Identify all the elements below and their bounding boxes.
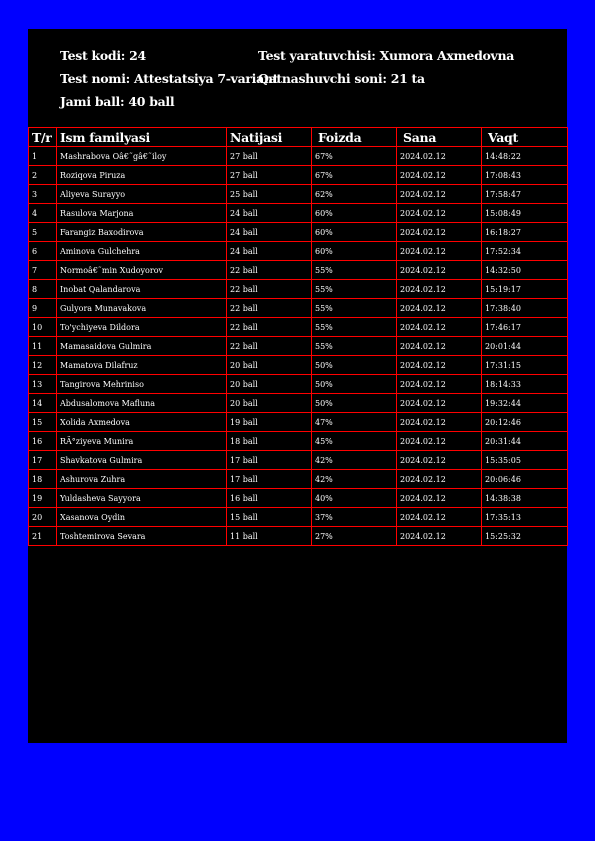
result-percent: 55%: [312, 280, 397, 299]
participant-name: Aliyeva Surayyo: [57, 185, 227, 204]
result-date: 2024.02.12: [397, 337, 482, 356]
result-score: 25 ball: [227, 185, 312, 204]
participant-name: To'ychiyeva Dildora: [57, 318, 227, 337]
result-time: 18:14:33: [482, 375, 568, 394]
table-row: [29, 223, 568, 242]
table-row: [29, 432, 568, 451]
table-row: [29, 356, 568, 375]
table-row: [29, 470, 568, 489]
participant-name: Abdusalomova Mafluna: [57, 394, 227, 413]
result-date: 2024.02.12: [397, 185, 482, 204]
row-number: 17: [29, 451, 57, 470]
result-date: 2024.02.12: [397, 242, 482, 261]
table-row: [29, 166, 568, 185]
result-percent: 67%: [312, 166, 397, 185]
participant-name: Mamatova Dilafruz: [57, 356, 227, 375]
row-number: 19: [29, 489, 57, 508]
column-header-percent: Foizda: [312, 128, 397, 147]
result-date: 2024.02.12: [397, 432, 482, 451]
row-number: 7: [29, 261, 57, 280]
table-row: [29, 318, 568, 337]
result-time: 17:35:13: [482, 508, 568, 527]
result-time: 15:19:17: [482, 280, 568, 299]
table-row: [29, 508, 568, 527]
result-score: 22 ball: [227, 337, 312, 356]
row-number: 21: [29, 527, 57, 546]
result-percent: 55%: [312, 337, 397, 356]
table-row: [29, 185, 568, 204]
participant-name: Shavkatova Gulmira: [57, 451, 227, 470]
participant-name: Ashurova Zuhra: [57, 470, 227, 489]
result-percent: 50%: [312, 394, 397, 413]
result-score: 22 ball: [227, 280, 312, 299]
result-percent: 27%: [312, 527, 397, 546]
result-time: 16:18:27: [482, 223, 568, 242]
table-row: [29, 261, 568, 280]
table-row: [29, 489, 568, 508]
column-header-time: Vaqt: [482, 128, 568, 147]
result-score: 17 ball: [227, 470, 312, 489]
result-date: 2024.02.12: [397, 508, 482, 527]
result-date: 2024.02.12: [397, 527, 482, 546]
result-percent: 60%: [312, 242, 397, 261]
participant-name: Toshtemirova Sevara: [57, 527, 227, 546]
result-time: 17:38:40: [482, 299, 568, 318]
result-date: 2024.02.12: [397, 394, 482, 413]
test-info-header: [60, 46, 560, 115]
result-date: 2024.02.12: [397, 147, 482, 166]
result-percent: 50%: [312, 356, 397, 375]
result-time: 20:06:46: [482, 470, 568, 489]
row-number: 15: [29, 413, 57, 432]
result-date: 2024.02.12: [397, 413, 482, 432]
row-number: 8: [29, 280, 57, 299]
result-time: 15:25:32: [482, 527, 568, 546]
result-date: 2024.02.12: [397, 280, 482, 299]
row-number: 5: [29, 223, 57, 242]
result-date: 2024.02.12: [397, 356, 482, 375]
row-number: 11: [29, 337, 57, 356]
row-number: 4: [29, 204, 57, 223]
participant-name: Xasanova Oydin: [57, 508, 227, 527]
participant-count: Qatnashuvchi soni: 21 ta: [258, 71, 425, 86]
result-time: 20:31:44: [482, 432, 568, 451]
result-percent: 60%: [312, 204, 397, 223]
test-code: Test kodi: 24: [60, 48, 146, 63]
participant-name: Mashrabova Oâ€˜gâ€˜iloy: [57, 147, 227, 166]
row-number: 2: [29, 166, 57, 185]
row-number: 12: [29, 356, 57, 375]
result-score: 20 ball: [227, 394, 312, 413]
result-time: 15:08:49: [482, 204, 568, 223]
participant-name: Aminova Gulchehra: [57, 242, 227, 261]
row-number: 6: [29, 242, 57, 261]
result-percent: 37%: [312, 508, 397, 527]
result-percent: 45%: [312, 432, 397, 451]
result-percent: 67%: [312, 147, 397, 166]
result-percent: 55%: [312, 299, 397, 318]
result-date: 2024.02.12: [397, 261, 482, 280]
table-header-row: [29, 128, 568, 147]
result-time: 14:32:50: [482, 261, 568, 280]
result-date: 2024.02.12: [397, 223, 482, 242]
result-percent: 47%: [312, 413, 397, 432]
result-percent: 55%: [312, 318, 397, 337]
result-date: 2024.02.12: [397, 204, 482, 223]
result-time: 19:32:44: [482, 394, 568, 413]
row-number: 18: [29, 470, 57, 489]
row-number: 3: [29, 185, 57, 204]
result-time: 20:12:46: [482, 413, 568, 432]
results-page: [28, 29, 567, 743]
result-time: 15:35:05: [482, 451, 568, 470]
result-date: 2024.02.12: [397, 489, 482, 508]
result-date: 2024.02.12: [397, 299, 482, 318]
result-percent: 62%: [312, 185, 397, 204]
result-percent: 55%: [312, 261, 397, 280]
table-row: [29, 413, 568, 432]
participant-name: Gulyora Munavakova: [57, 299, 227, 318]
table-row: [29, 280, 568, 299]
result-percent: 50%: [312, 375, 397, 394]
result-score: 27 ball: [227, 166, 312, 185]
result-percent: 40%: [312, 489, 397, 508]
result-date: 2024.02.12: [397, 375, 482, 394]
row-number: 9: [29, 299, 57, 318]
participant-name: Yuldasheva Sayyora: [57, 489, 227, 508]
column-header-date: Sana: [397, 128, 482, 147]
result-date: 2024.02.12: [397, 166, 482, 185]
participant-name: Roziqova Piruza: [57, 166, 227, 185]
row-number: 20: [29, 508, 57, 527]
result-score: 22 ball: [227, 318, 312, 337]
column-header-number: T/r: [29, 128, 57, 147]
result-score: 16 ball: [227, 489, 312, 508]
row-number: 14: [29, 394, 57, 413]
result-date: 2024.02.12: [397, 470, 482, 489]
result-percent: 42%: [312, 470, 397, 489]
result-score: 24 ball: [227, 242, 312, 261]
table-row: [29, 451, 568, 470]
participant-name: RÄ°ziyeva Munira: [57, 432, 227, 451]
result-score: 22 ball: [227, 261, 312, 280]
table-row: [29, 299, 568, 318]
result-time: 17:46:17: [482, 318, 568, 337]
participant-name: Xolida Axmedova: [57, 413, 227, 432]
result-time: 14:48:22: [482, 147, 568, 166]
result-time: 17:31:15: [482, 356, 568, 375]
result-date: 2024.02.12: [397, 451, 482, 470]
result-score: 20 ball: [227, 375, 312, 394]
test-name: Test nomi: Attestatsiya 7-variant: [60, 71, 279, 86]
result-time: 17:58:47: [482, 185, 568, 204]
result-score: 15 ball: [227, 508, 312, 527]
table-row: [29, 337, 568, 356]
table-row: [29, 242, 568, 261]
test-creator: Test yaratuvchisi: Xumora Axmedovna: [258, 48, 515, 63]
column-header-name: Ism familyasi: [57, 128, 227, 147]
participant-name: Mamasaidova Gulmira: [57, 337, 227, 356]
result-time: 17:08:43: [482, 166, 568, 185]
result-score: 19 ball: [227, 413, 312, 432]
table-row: [29, 394, 568, 413]
result-score: 11 ball: [227, 527, 312, 546]
participant-name: Normoâ€˜min Xudoyorov: [57, 261, 227, 280]
participant-name: Rasulova Marjona: [57, 204, 227, 223]
row-number: 1: [29, 147, 57, 166]
result-score: 24 ball: [227, 204, 312, 223]
result-percent: 60%: [312, 223, 397, 242]
result-score: 24 ball: [227, 223, 312, 242]
row-number: 10: [29, 318, 57, 337]
participant-name: Farangiz Baxodirova: [57, 223, 227, 242]
table-row: [29, 527, 568, 546]
result-time: 17:52:34: [482, 242, 568, 261]
result-score: 22 ball: [227, 299, 312, 318]
row-number: 13: [29, 375, 57, 394]
participant-name: Inobat Qalandarova: [57, 280, 227, 299]
result-time: 14:38:38: [482, 489, 568, 508]
result-score: 18 ball: [227, 432, 312, 451]
column-header-result: Natijasi: [227, 128, 312, 147]
table-row: [29, 204, 568, 223]
results-table: [28, 127, 568, 546]
result-score: 17 ball: [227, 451, 312, 470]
participant-name: Tangirova Mehriniso: [57, 375, 227, 394]
result-percent: 42%: [312, 451, 397, 470]
result-date: 2024.02.12: [397, 318, 482, 337]
result-score: 27 ball: [227, 147, 312, 166]
result-time: 20:01:44: [482, 337, 568, 356]
table-row: [29, 375, 568, 394]
result-score: 20 ball: [227, 356, 312, 375]
row-number: 16: [29, 432, 57, 451]
table-row: [29, 147, 568, 166]
total-score: Jami ball: 40 ball: [60, 94, 175, 109]
